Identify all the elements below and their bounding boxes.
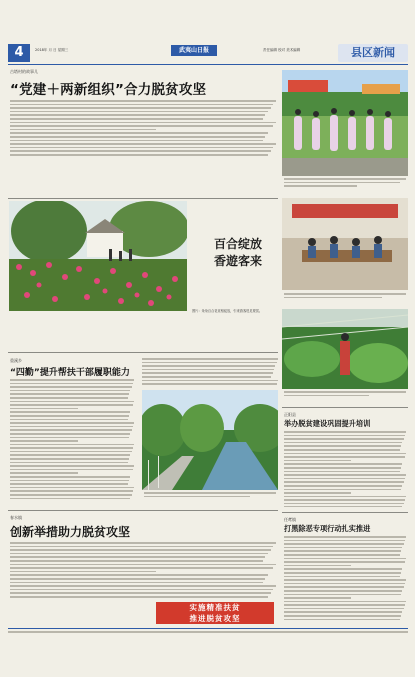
text-line: [284, 489, 401, 491]
text-line: [284, 568, 402, 570]
text-line: [10, 589, 273, 591]
text-line: [10, 469, 133, 471]
text-line: [10, 426, 133, 428]
text-line: [284, 445, 401, 447]
text-line: [10, 483, 128, 485]
text-line: [10, 494, 132, 496]
text-line: [10, 100, 276, 102]
text-line: [284, 579, 406, 581]
text-line: [284, 435, 405, 437]
article5-headline: 创新举措助力脱贫攻坚: [10, 525, 131, 539]
masthead: [8, 42, 408, 64]
text-line: [284, 619, 400, 621]
text-line: [10, 422, 134, 424]
article4-body: [284, 536, 406, 622]
greenhouse-photo: [282, 309, 408, 389]
text-line: [10, 122, 276, 124]
article3: [282, 409, 408, 509]
article3-body: [284, 431, 406, 507]
dance-photo-caption: [284, 178, 406, 192]
text-line: [284, 583, 405, 585]
text-line: [284, 474, 406, 476]
text-line: [284, 485, 402, 487]
greenhouse-caption: [284, 391, 406, 403]
text-line: [10, 574, 268, 576]
text-line: [10, 564, 276, 566]
text-line: [10, 476, 130, 478]
text-line: [10, 542, 276, 544]
text-line: [10, 433, 130, 435]
river-photo: [142, 390, 278, 490]
middle-column-body: [142, 358, 278, 388]
text-line: [284, 547, 402, 549]
text-line: [284, 550, 401, 552]
slogan-line-1: 实施精准扶贫: [189, 603, 241, 612]
text-line: [284, 536, 406, 538]
text-line: [10, 472, 78, 474]
text-line: [284, 611, 402, 613]
text-line: [284, 506, 402, 507]
lily-headline-1: 百合绽放: [214, 237, 263, 251]
text-line: [10, 393, 129, 395]
article1: [8, 66, 278, 158]
text-line: [10, 440, 78, 442]
footer-info: [8, 631, 408, 637]
text-line: [10, 556, 265, 558]
text-line: [284, 442, 402, 444]
text-line: [10, 379, 134, 381]
article1-headline: “党建＋两新组织”合力脱贫攻坚: [10, 82, 207, 98]
text-line: [10, 546, 273, 548]
text-line: [10, 129, 156, 131]
text-line: [10, 549, 271, 551]
text-line: [10, 465, 134, 467]
text-line: [10, 490, 133, 492]
text-line: [284, 492, 351, 494]
text-line: [10, 419, 128, 421]
text-line: [142, 380, 278, 382]
text-line: [284, 594, 401, 596]
text-line: [10, 553, 268, 555]
article3-kicker: 正阳县: [284, 412, 296, 417]
article2-kicker: 重溪乡: [10, 358, 22, 363]
text-line: [284, 615, 401, 617]
lily-headline-2: 香遊客来: [214, 254, 263, 268]
text-line: [284, 604, 405, 606]
text-line: [284, 449, 400, 451]
text-line: [142, 362, 277, 364]
greenhouse-photo-frame: [282, 309, 408, 389]
text-line: [284, 438, 404, 440]
lily-caption-text: 图片：朵朵百合花竞相绽放，引来游客驻足观赏。: [192, 309, 263, 313]
text-line: [284, 590, 402, 592]
text-line: [284, 601, 406, 603]
dance-photo-frame: [282, 70, 408, 176]
lily-photo: [9, 201, 187, 311]
text-line: [10, 498, 130, 499]
text-line: [10, 596, 268, 598]
text-line: [10, 582, 263, 584]
text-line: [10, 404, 133, 406]
text-line: [10, 560, 263, 562]
text-line: [10, 150, 271, 152]
meeting-photo: [282, 198, 408, 290]
text-line: [10, 125, 273, 127]
text-line: [10, 132, 268, 134]
text-line: [10, 147, 273, 149]
text-line: [284, 554, 400, 556]
text-line: [284, 463, 402, 465]
paper-logo: 武夷山日报: [171, 45, 217, 56]
text-line: [10, 411, 130, 413]
text-line: [10, 408, 78, 410]
text-line: [284, 478, 405, 480]
text-line: [284, 431, 406, 433]
article5-kicker: 春水镇: [10, 515, 22, 520]
text-line: [284, 543, 404, 545]
text-line: [10, 487, 134, 489]
text-line: [142, 383, 277, 385]
article1-body: [10, 100, 276, 158]
article5-body: [10, 542, 276, 602]
text-line: [10, 447, 133, 449]
text-line: [10, 136, 265, 138]
text-line: [284, 471, 400, 473]
text-line: [142, 365, 275, 367]
text-line: [10, 578, 265, 580]
date-line: 2018年 月 日 星期三: [35, 48, 69, 52]
text-line: [284, 561, 405, 563]
page-number: 4: [8, 44, 30, 62]
text-line: [284, 540, 405, 542]
river-photo-frame: [142, 390, 278, 490]
text-line: [10, 154, 268, 156]
text-line: [10, 111, 268, 113]
text-line: [284, 481, 404, 483]
text-line: [10, 429, 132, 431]
text-line: [10, 451, 132, 453]
text-line: [284, 467, 401, 469]
meeting-photo-caption: [284, 293, 406, 305]
text-line: [10, 585, 276, 587]
text-line: [284, 576, 400, 578]
editor-line: 责任编辑 校对 美术编辑: [263, 48, 301, 52]
text-line: [10, 567, 273, 569]
text-line: [10, 114, 265, 116]
text-line: [284, 572, 401, 574]
text-line: [284, 496, 406, 498]
section-title: 县区新闻: [338, 44, 408, 62]
text-line: [10, 454, 130, 456]
slogan-line-2: 推进脱贫攻坚: [189, 614, 241, 623]
lily-photo-frame: [9, 201, 187, 311]
lily-caption: [192, 309, 278, 345]
text-line: [284, 453, 406, 455]
meeting-photo-frame: [282, 198, 408, 290]
text-line: [284, 460, 351, 462]
text-line: [10, 444, 134, 446]
text-line: [10, 386, 132, 388]
article1-kicker: 古塔村的故事儿: [10, 69, 38, 74]
text-line: [10, 397, 128, 399]
article5: [8, 512, 278, 624]
text-line: [284, 503, 404, 505]
article4-headline: 打黑除恶专项行动扎实推进: [284, 524, 371, 533]
article2-headline: “四勤”提升帮扶干部履职能力: [10, 368, 130, 378]
text-line: [10, 592, 271, 594]
text-line: [284, 558, 406, 560]
text-line: [10, 383, 133, 385]
article4: [282, 514, 408, 624]
text-line: [10, 104, 273, 106]
text-line: [142, 372, 273, 374]
text-line: [10, 571, 156, 573]
text-line: [10, 401, 134, 403]
text-line: [10, 415, 129, 417]
article2: [8, 355, 136, 515]
river-photo-caption: [144, 492, 276, 504]
text-line: [284, 456, 405, 458]
text-line: [142, 369, 274, 371]
text-line: [10, 140, 263, 142]
text-line: [10, 107, 271, 109]
masthead-rule: [8, 64, 408, 65]
text-line: [10, 462, 128, 464]
text-line: [10, 437, 129, 439]
text-line: [10, 390, 130, 392]
text-line: [284, 608, 404, 610]
text-line: [284, 499, 405, 501]
text-line: [10, 143, 276, 145]
article2-body: [10, 379, 134, 499]
text-line: [10, 118, 263, 120]
text-line: [142, 376, 271, 378]
article3-headline: 举办脱贫建设巩固提升培训: [284, 419, 371, 428]
dance-photo: [282, 70, 408, 176]
text-line: [10, 458, 129, 460]
slogan-box: [156, 602, 274, 624]
text-line: [284, 586, 404, 588]
text-line: [142, 358, 278, 360]
article4-kicker: 任鸢镇: [284, 517, 296, 522]
text-line: [284, 597, 351, 599]
text-line: [284, 565, 351, 567]
text-line: [10, 480, 129, 482]
